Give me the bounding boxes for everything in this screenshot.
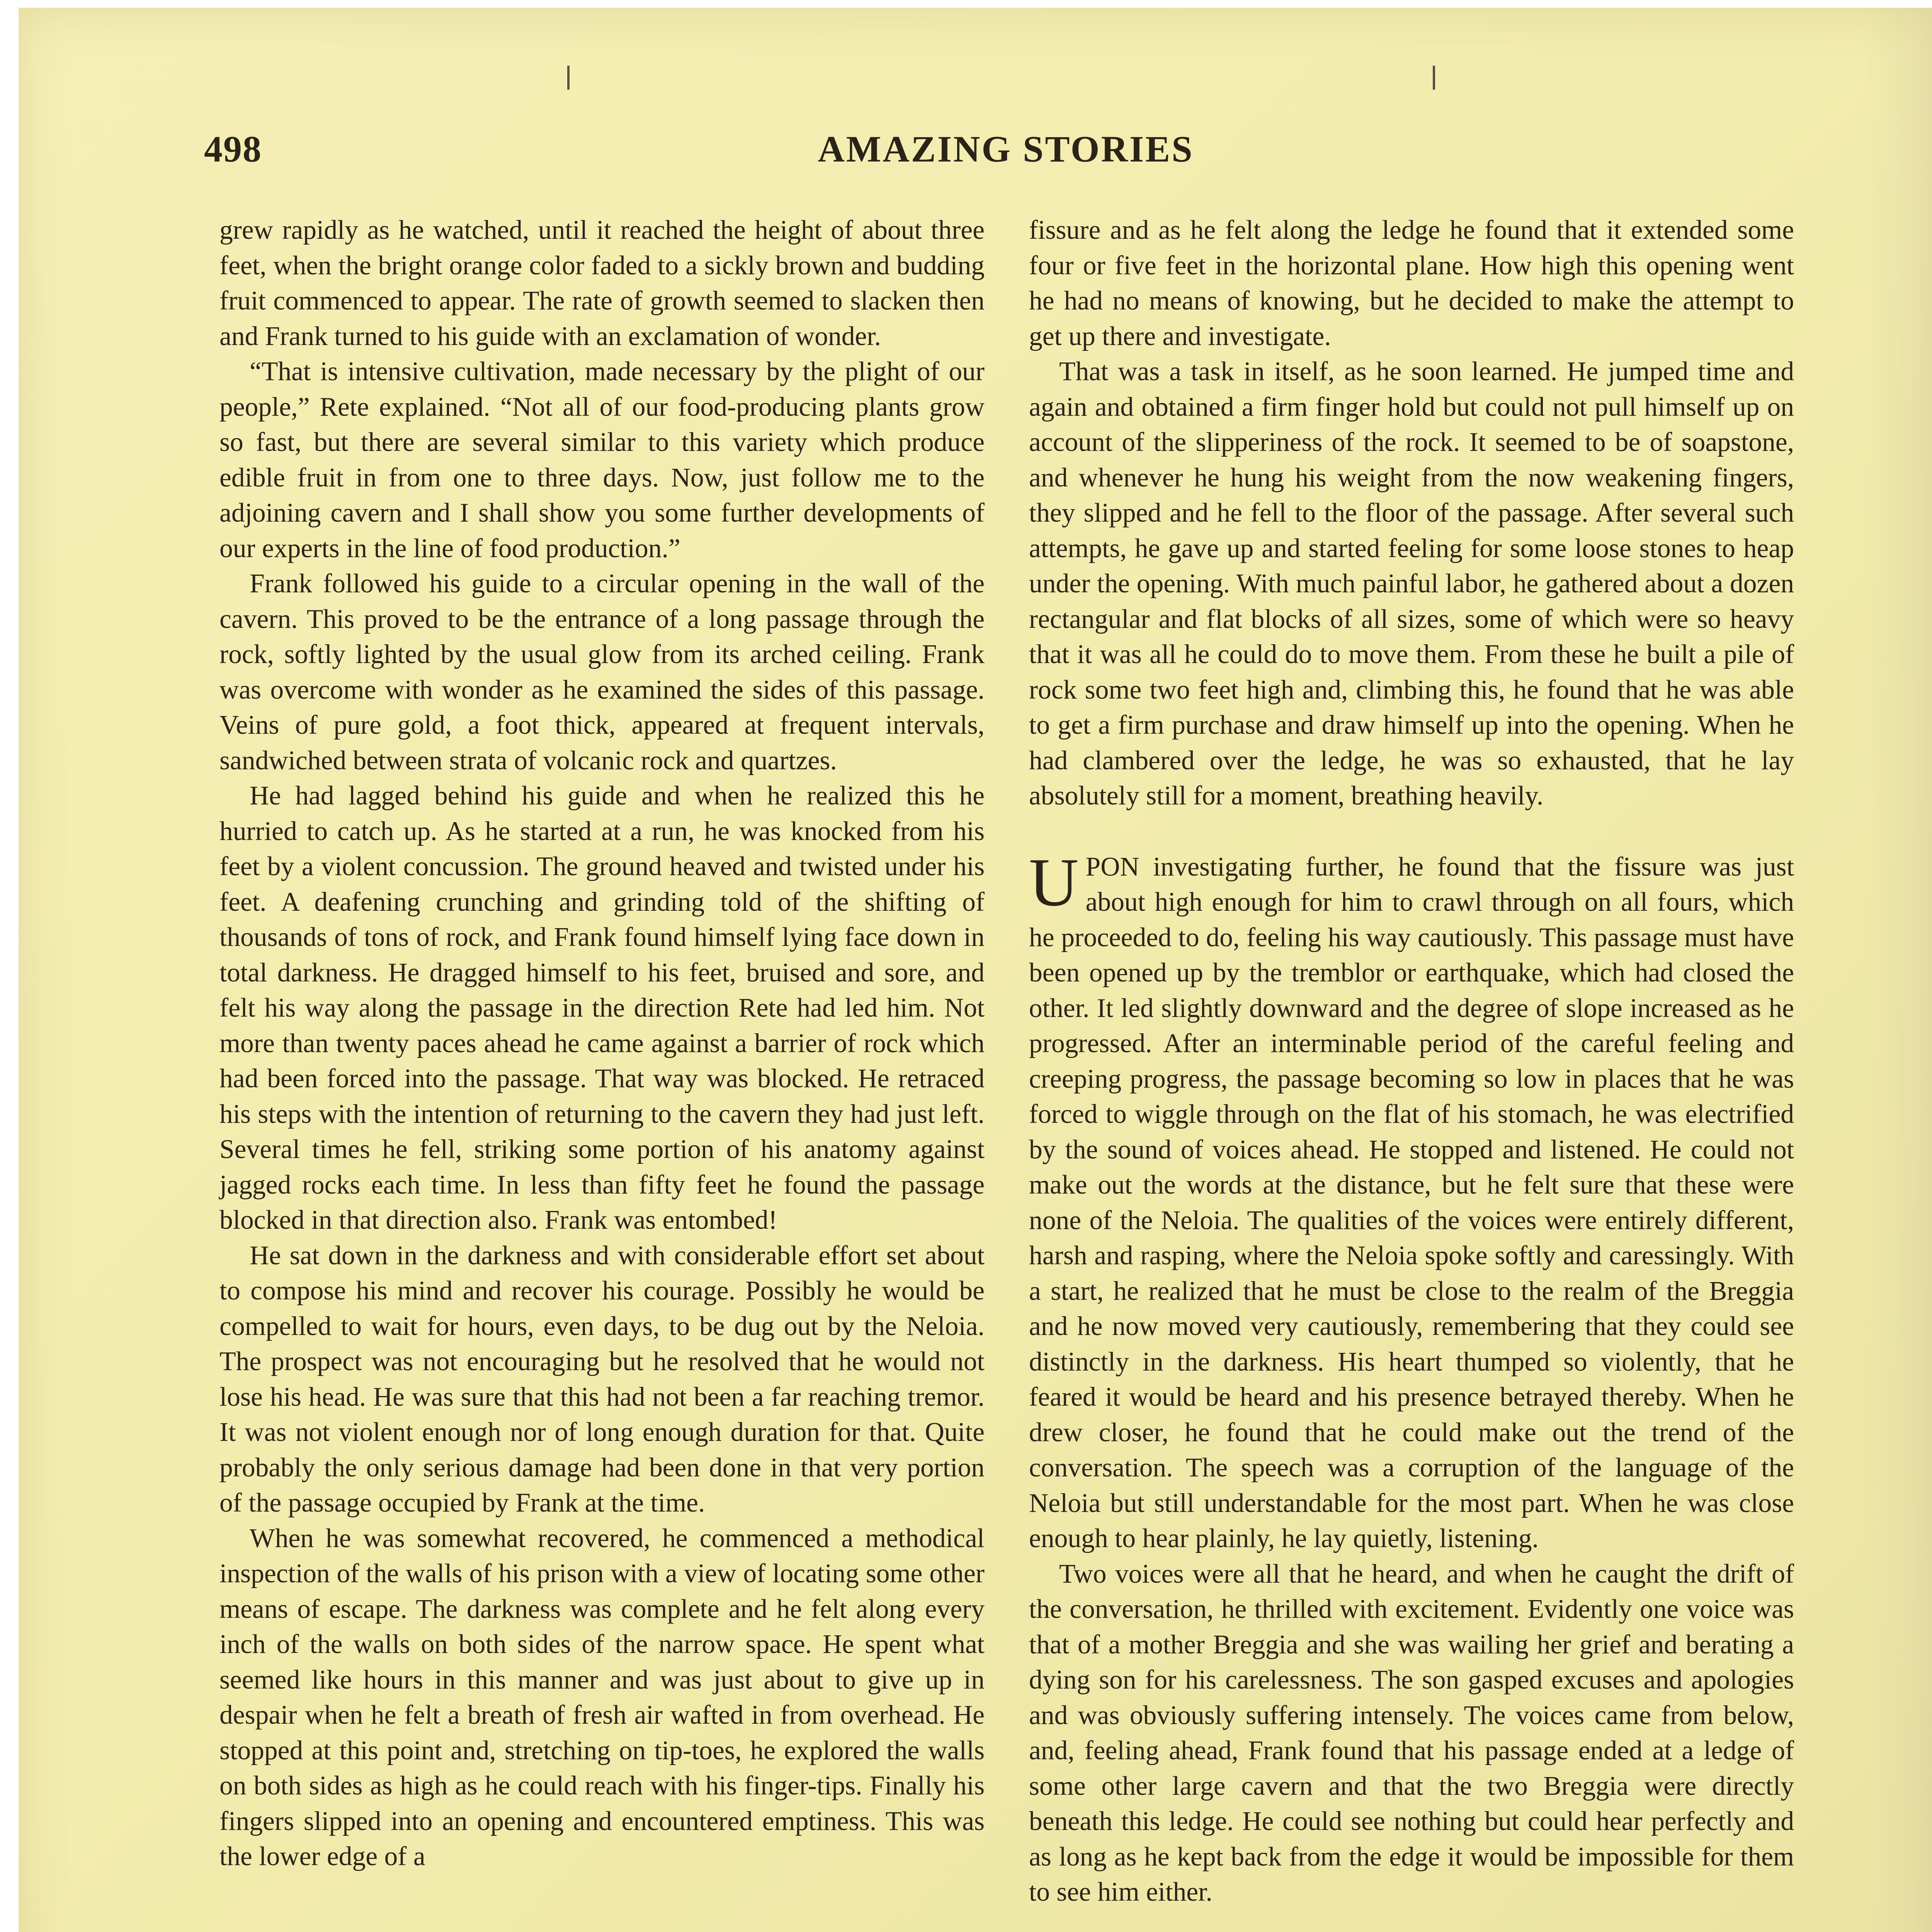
paragraph: He had lagged behind his guide and when he realized this he hurried to catch up. As he started at a run, he was knocked from his feet by a violent concussion. The ground heaved and twisted under his feet. A deafening crunching and grinding told of the shifting of thousands of tons of rock, and Frank found himself lying face down in total darkness. He dragged himself to his feet, bruised and sore, and felt his way along the passage in the direction Rete had led him. Not more than twenty paces ahead he came against a barrier of rock which had been forced into the passage. That way was blocked. He retraced his steps with the intention of returning to the cavern they had just left. Several times he fell, striking some portion of his anatomy against jagged rocks each time. In less than fifty feet he found the passage blocked in that direction also. Frank was entombed! <box>219 781 985 1235</box>
drop-cap: U <box>1029 844 1079 920</box>
left-column <box>219 213 985 1874</box>
paragraph: Frank followed his guide to a circular opening in the wall of the cavern. This proved to be the entrance of a long passage through the rock, softly lighted by the usual glow from its arched ceiling. Frank was overcome with wonder as he examined the sides of this passage. Veins of pure gold, a foot thick, appeared at frequent intervals, sandwiched between strata of volcanic rock and quartzes. <box>219 569 985 776</box>
page-header <box>204 128 1808 178</box>
right-column <box>1029 213 1794 1910</box>
paragraph: Two voices were all that he heard, and when he caught the drift of the conversation, he thrilled with excitement. Evidently one voice was that of a mother Breggia and she was wailing her grief and berating a dying son for his carelessness. The son gasped excuses and apologies and was obviously suffering intensely. The voices came from below, and, feeling ahead, Frank found that his passage ended at a ledge of some other large cavern and that the two Breggia were directly beneath this ledge. He could see nothing but could hear perfectly and as long as he kept back from the edge it would be impossible for them to see him either. <box>1029 1559 1794 1907</box>
magazine-page <box>19 8 1932 1932</box>
page-number: 498 <box>204 128 262 170</box>
crop-mark-left <box>567 66 570 90</box>
paragraph: “That is intensive cultivation, made necessary by the plight of our people,” Rete explained. “Not all of our food-producing plants grow so fast, but there are several similar to this variety which produce edible fruit in from one to three days. Now, just follow me to the adjoining cavern and I shall show you some further developments of our experts in the line of food production.” <box>219 357 985 563</box>
section-opening-paragraph <box>1029 844 1794 1556</box>
crop-mark-right <box>1433 66 1435 90</box>
paragraph: fissure and as he felt along the ledge he found that it extended some four or five feet in the horizontal plane. How high this opening went he had no means of knowing, but he decided to make the attempt to get up there and investigate. <box>1029 215 1794 351</box>
section-opening-text: PON investigating further, he found that the fissure was just about high enough for him to crawl through on all fours, which he proceeded to do, feeling his way cautiously. This passage must have been opened up by the tremblor or earthquake, which had closed the other. It led slightly downward and the degree of slope increased as he progressed. After an interminable period of the careful feeling and creeping progress, the passage becoming so low in places that he was forced to wiggle through on the flat of his stomach, he was electrified by the sound of voices ahead. He stopped and listened. He could not make out the words at the distance, but he felt sure that these were none of the Neloia. The qualities of the voices were entirely different, harsh and rasping, where the Neloia spoke softly and caressingly. With a start, he realized that he must be close to the realm of the Breggia and he now moved very cautiously, remembering that they could see distinctly in the darkness. His heart thumped so violently, that he feared it would be heard and his presence betrayed thereby. When he drew closer, he found that he could make out the trend of the conversation. The speech was a corruption of the language of the Neloia but still understandable for the most part. When he was close enough to hear plainly, he lay quietly, listening. <box>1029 852 1794 1553</box>
paragraph: He sat down in the darkness and with considerable effort set about to compose his mind and recover his courage. Possibly he would be compelled to wait for hours, even days, to be dug out by the Neloia. The prospect was not encouraging but he resolved that he would not lose his head. He was sure that this had not been a far reaching tremor. It was not violent enough nor of long enough duration for that. Quite probably the only serious damage had been done in that very portion of the passage occupied by Frank at the time. <box>219 1240 985 1518</box>
paragraph: That was a task in itself, as he soon learned. He jumped time and again and obtained a firm finger hold but could not pull himself up on account of the slipperiness of the rock. It seemed to be of soapstone, and whenever he hung his weight from the now weakening fingers, they slipped and he fell to the floor of the passage. After several such attempts, he gave up and started feeling for some loose stones to heap under the opening. With much painful labor, he gathered about a dozen rectangular and flat blocks of all sizes, some of which were so heavy that it was all he could do to move them. From these he built a pile of rock some two feet high and, climbing this, he found that he was able to get a firm purchase and draw himself up into the opening. When he had clambered over the ledge, he was so exhausted, that he lay absolutely still for a moment, breathing heavily. <box>1029 357 1794 811</box>
paragraph: When he was somewhat recovered, he commenced a methodical inspection of the walls of his prison with a view of locating some other means of escape. The darkness was complete and he felt along every inch of the walls on both sides of the narrow space. He spent what seemed like hours in this manner and was just about to give up in despair when he felt a breath of fresh air wafted in from overhead. He stopped at this point and, stretching on tip-toes, he explored the walls on both sides as high as he could reach with his finger-tips. Finally his fingers slipped into an opening and encountered emptiness. This was the lower edge of a <box>219 1523 985 1871</box>
running-head: AMAZING STORIES <box>818 128 1194 170</box>
paragraph: grew rapidly as he watched, until it reached the height of about three feet, when the bright orange color faded to a sickly brown and budding fruit commenced to appear. The rate of growth seemed to slacken then and Frank turned to his guide with an exclamation of wonder. <box>219 215 985 351</box>
